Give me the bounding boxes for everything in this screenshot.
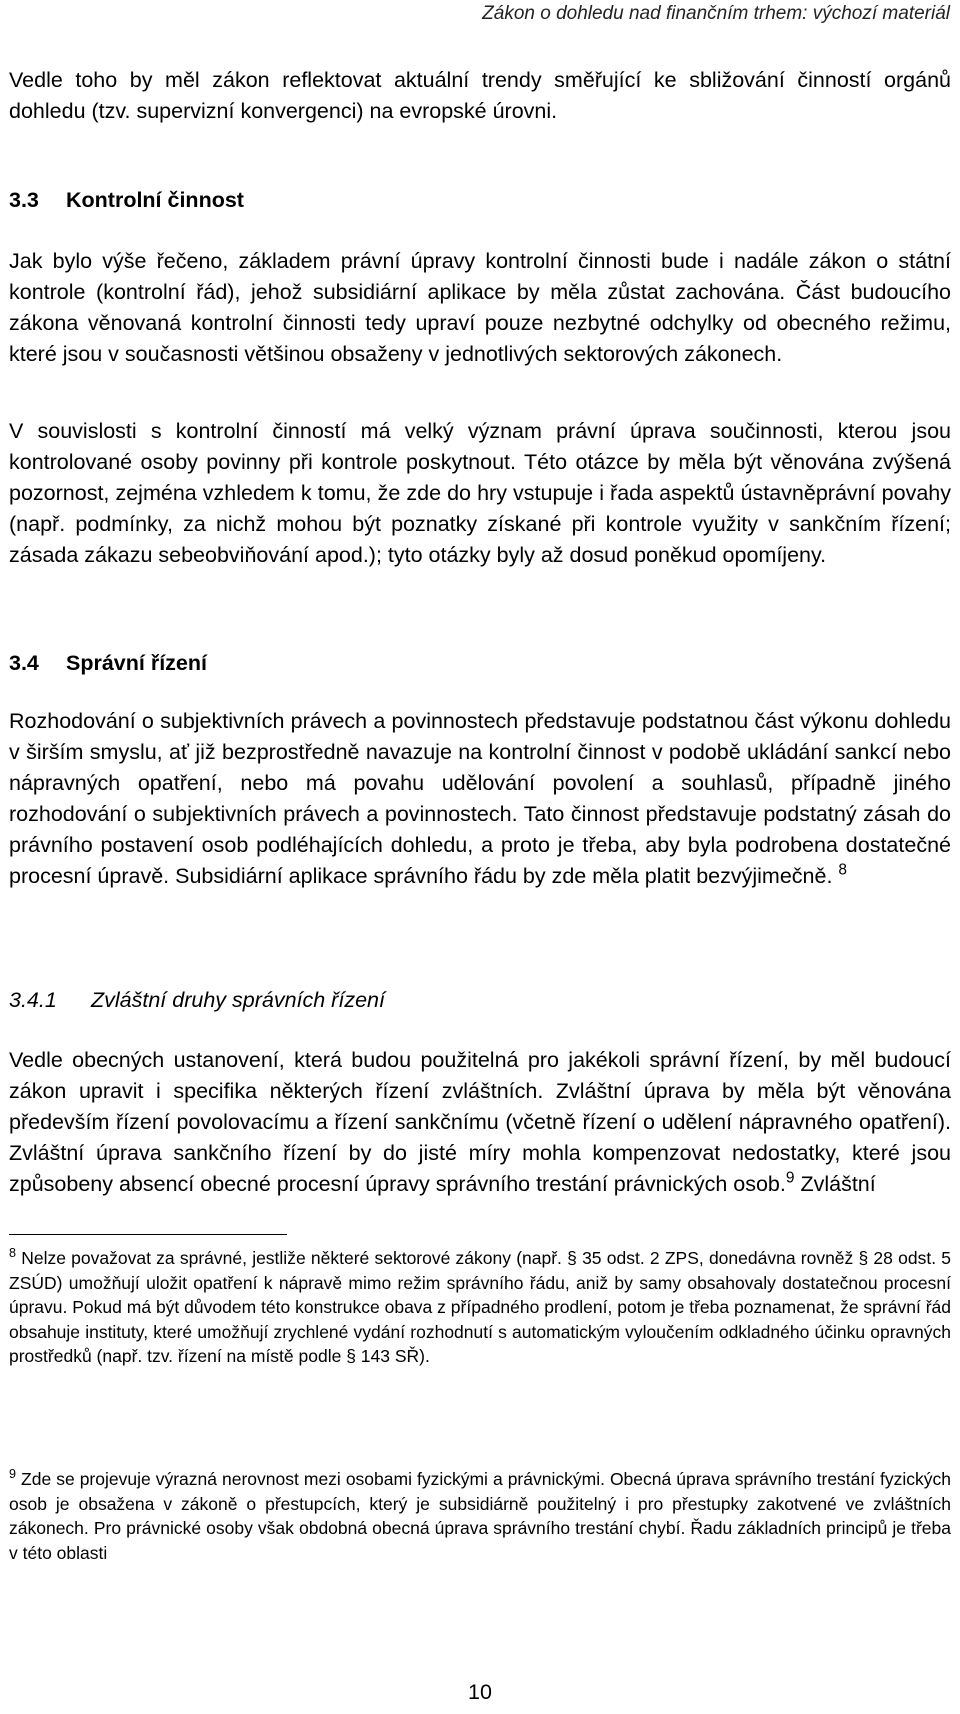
- section-title: Zvláštní druhy správních řízení: [91, 988, 385, 1012]
- section-3-4-1-paragraph-block: [9, 1045, 951, 1200]
- section-title: Kontrolní činnost: [66, 188, 244, 212]
- section-3-4-1-paragraph-tail: Zvláštní: [800, 1172, 876, 1196]
- footnote-text: Zde se projevuje výrazná nerovnost mezi osobami fyzickými a právnickými. Obecná úprava správního trestání fyzických osob je obsažena v zákoně o přestupcích, který je subsidiárně použitelný i pro přestupky zakotvené ve zvláštních zákonech. Pro právnické osoby však obdobná obecná úprava správního trestání chybí. Řadu základních principů je třeba v této oblasti: [9, 1469, 951, 1563]
- footnote-reference[interactable]: 8: [838, 861, 848, 879]
- section-3-3-paragraph-1-block: [9, 246, 951, 370]
- section-title: Správní řízení: [66, 651, 207, 675]
- section-3-3-paragraph-1: Jak bylo výše řečeno, základem právní úpravy kontrolní činnosti bude i nadále zákon o státní kontrole (kontrolní řád), jehož subsidiární aplikace by měla zůstat zachována. Část budoucího zákona věnovaná kontrolní činnosti tedy upraví pouze nezbytné odchylky od obecného režimu, které jsou v současnosti většinou obsaženy v jednotlivých sektorových zákonech.: [9, 249, 951, 366]
- footnote-mark: 8: [9, 1246, 17, 1261]
- intro-paragraph: Vedle toho by měl zákon reflektovat aktuální trendy směřující ke sbližování činností orgánů dohledu (tzv. supervizní konvergenci) na evropské úrovni.: [9, 68, 951, 123]
- section-3-4-paragraph: [9, 706, 951, 892]
- footnote-reference[interactable]: 9: [785, 1169, 795, 1187]
- section-3-4-1-heading: [9, 985, 951, 1016]
- section-3-4-1-paragraph: [9, 1045, 951, 1200]
- section-3-4-paragraph-block: [9, 706, 951, 892]
- section-number: 3.4.1: [9, 988, 57, 1012]
- footnote-8: [9, 1246, 951, 1369]
- footnote-separator: [9, 1234, 951, 1235]
- footnote-9-block: [9, 1467, 951, 1565]
- section-3-4-1-paragraph-text: Vedle obecných ustanovení, která budou použitelná pro jakékoli správní řízení, by měl budoucí zákon upravit i specifika některých řízení zvláštních. Zvláštní úprava by měla být věnována především řízení povolovacímu a řízení sankčnímu (včetně řízení o udělení nápravného opatření). Zvláštní úprava sankčního řízení by do jisté míry mohla kompenzovat nedostatky, které jsou způsobeny absencí obecné procesní úpravy správního trestání právnických osob.: [9, 1048, 951, 1196]
- section-number: 3.3: [9, 188, 39, 212]
- footnote-mark: 9: [9, 1467, 17, 1482]
- page-number: 10: [468, 1680, 492, 1704]
- intro-paragraph-block: [9, 65, 951, 127]
- footnote-text: Nelze považovat za správné, jestliže některé sektorové zákony (např. § 35 odst. 2 ZPS, donedávna rovněž § 28 odst. 5 ZSÚD) umožňují uložit opatření k nápravě mimo režim správního řádu, aniž by samy obsahovaly dostatečnou procesní úpravu. Pokud má být důvodem této konstrukce obava z případného prodlení, potom je třeba poznamenat, že správní řád obsahuje instituty, které umožňují zrychlené vydání rozhodnutí s automatickým vyloučením odkladného účinku opravných prostředků (např. tzv. řízení na místě podle § 143 SŘ).: [9, 1248, 951, 1366]
- page-number-block: [9, 1680, 951, 1705]
- footnote-9: [9, 1467, 951, 1565]
- section-3-4-heading: [9, 648, 951, 679]
- section-number: 3.4: [9, 651, 39, 675]
- section-3-3-paragraph-2: V souvislosti s kontrolní činností má velký význam právní úprava součinnosti, kterou jsou kontrolované osoby povinny při kontrole poskytnout. Této otázce by měla být věnována zvýšená pozornost, zejména vzhledem k tomu, že zde do hry vstupuje i řada aspektů ústavněprávní povahy (např. podmínky, za nichž mohou být poznatky získané při kontrole využity v sankčním řízení; zásada zákazu sebeobviňování apod.); tyto otázky byly až dosud poněkud opomíjeny.: [9, 419, 951, 567]
- section-3-3-paragraph-2-block: [9, 416, 951, 571]
- footnote-8-block: [9, 1246, 951, 1369]
- section-3-3-heading: [9, 185, 951, 216]
- running-header: Zákon o dohledu nad finančním trhem: výchozí materiál: [482, 3, 950, 24]
- section-3-4-paragraph-text: Rozhodování o subjektivních právech a povinnostech představuje podstatnou část výkonu dohledu v širším smyslu, ať již bezprostředně navazuje na kontrolní činnost v podobě ukládání sankcí nebo nápravných opatření, nebo má povahu udělování povolení a souhlasů, případně jiného rozhodování o subjektivních právech a povinnostech. Tato činnost představuje podstatný zásah do právního postavení osob podléhajících dohledu, a proto je třeba, aby byla podrobena dostatečné procesní úpravě. Subsidiární aplikace správního řádu by zde měla platit bezvýjimečně.: [9, 709, 951, 888]
